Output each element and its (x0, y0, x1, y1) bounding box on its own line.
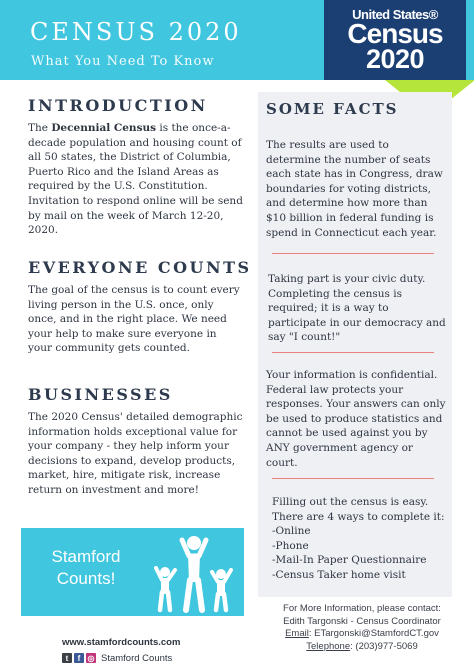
website-link[interactable]: www.stamfordcounts.com (62, 637, 181, 648)
stamford-line-2: Counts! (56, 569, 116, 588)
phone-number[interactable]: : (203)977-5069 (350, 640, 418, 652)
everyone-counts-text: The goal of the census is to count every living person in the U.S. once, only once, and in the right place. We need your help to make sure everyone in your community gets counted. (28, 284, 240, 355)
intro-pre-text: The (28, 122, 52, 134)
page-subtitle: What You Need To Know (31, 54, 215, 69)
page-title: CENSUS 2020 (30, 18, 242, 46)
contact-info (258, 603, 466, 653)
contact-line-1: For More Information, please contact: (283, 603, 441, 614)
intro-bold-text: Decennial Census (51, 122, 157, 134)
some-facts-heading: SOME FACTS (266, 100, 399, 118)
facts-divider (272, 352, 434, 353)
stamford-counts-banner (21, 528, 244, 616)
way-item: -Online (272, 525, 311, 538)
twitter-icon[interactable]: t (62, 653, 72, 663)
businesses-text: The 2020 Census' detailed demographic information holds exceptional value for your company - they help inform your decisions to expand, develop products, market, hire, mitigate risk, increase return on investment and more! (28, 411, 243, 496)
facebook-icon[interactable]: f (74, 653, 84, 663)
fact-item: Your information is confidential. Federal law protects your responses. Your answers can only be used to produce statistics and cannot be used against you by ANY government agency or court. (266, 369, 446, 469)
census-logo (324, 0, 466, 80)
email-label: Email (285, 628, 309, 640)
intro-post-text: is the once-a-decade population and housing count of all 50 states, the District of Columbia, Puerto Rico and the Island Areas as required by the U.S. Constitution. Invitation to respond online will be send by mail on the week of March 12-20, 2020. (28, 122, 243, 237)
stamford-line-1: Stamford (51, 547, 121, 566)
phone-label: Telephone (306, 640, 351, 652)
ways-to-respond (272, 495, 448, 583)
social-links (62, 652, 172, 664)
everyone-counts-heading: EVERYONE COUNTS (28, 258, 252, 277)
family-figures-icon (149, 534, 239, 614)
social-handle: Stamford Counts (101, 652, 173, 664)
facts-divider (272, 478, 434, 479)
stamford-counts-text (31, 546, 141, 590)
businesses-heading: BUSINESSES (28, 385, 173, 404)
introduction-heading: INTRODUCTION (28, 96, 208, 115)
logo-line-1: United States® (352, 7, 438, 22)
contact-line-2: Edith Targonski - Census Coordinator (283, 615, 441, 627)
way-item: -Census Taker home visit (272, 568, 406, 581)
ways-intro: Filling out the census is easy. There are 4 ways to complete it: (272, 496, 445, 523)
logo-line-2: Census (347, 18, 443, 49)
way-item: -Phone (272, 539, 309, 552)
way-item: -Mail-In Paper Questionnaire (272, 554, 427, 567)
fact-item: Taking part is your civic duty. Completing the census is required; it is a way to participate in our democracy and say "I count!" (268, 273, 446, 344)
introduction-text (28, 121, 243, 238)
contact-email (258, 628, 466, 641)
contact-phone (258, 641, 466, 654)
facts-divider (272, 253, 434, 254)
instagram-icon[interactable]: ◎ (87, 653, 95, 663)
logo-line-3: 2020 (365, 44, 425, 74)
email-address[interactable]: : ETargonski@StamfordCT.gov (308, 628, 439, 640)
fact-item: The results are used to determine the number of seats each state has in Congress, draw boundaries for voting districts, and determine how more than $10 billion in federal funding is spend in Connecticut each year. (266, 139, 443, 239)
